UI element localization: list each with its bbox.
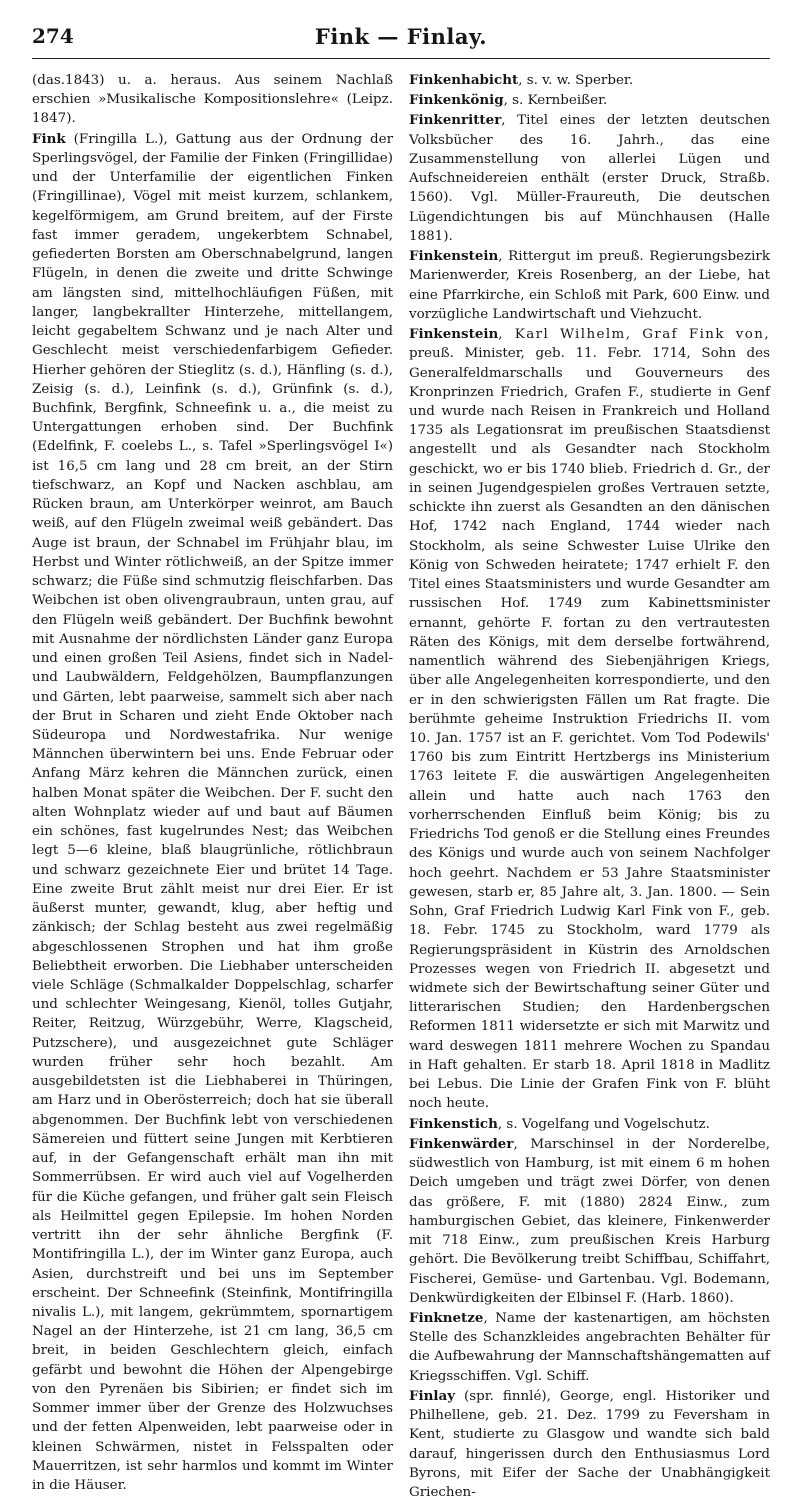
page-header [32,22,770,59]
entry-headword: Finkenkönig [409,92,504,109]
entry-text: , Marschinsel in der Norderelbe, südwestlich von Hamburg, ist mit einem 6 m hohen Deich umgeben und trägt zwei Dörfer, von denen das größere, F. mit (1880) 2824 Einw., zum hamburgischen Gebiet, das kleinere, Finkenwerder mit 718 Einw., zum preußischen Kreis Harburg gehört. Die Bevölkerung treibt Schiffbau, Schiffahrt, Fischerei, Gemüse- und Gartenbau. Vgl. Bodemann, Denkwürdigkeiten der Elbinsel F. (Harb. 1860). [409,1136,770,1306]
entry-text: , Rittergut im preuß. Regierungsbezirk Marienwerder, Kreis Rosenberg, an der Liebe, hat eine Pfarrkirche, ein Schloß mit Park, 600 Einw. und vorzügliche Landwirtschaft und Viehzucht. [409,249,770,322]
entry-text: , Name der kastenartigen, am höchsten Stelle des Schanzkleides angebrachten Behälter für die Aufbewahrung der Mannschaftshängematten auf Kriegsschiffen. Vgl. Schiff. [409,1311,770,1384]
right-column [409,71,770,1501]
entry-text: , Titel eines der letzten deutschen Volksbücher des 16. Jahrh., das eine Zusammenstellung von allerlei Lügen und Aufschneidereien enthält (erster Druck, Straßb. 1560). Vgl. Müller-Fraureuth, Die deutschen Lügendichtungen bis auf Münchhausen (Halle 1881). [409,113,770,244]
dictionary-entry [409,325,770,1114]
entry-headword: Finknetze [409,1310,484,1326]
dictionary-entry [409,111,770,246]
left-column [32,71,393,1494]
entry-text: , s. Kernbeißer. [503,93,608,109]
entry-text: (spr. finnlé), George, engl. Historiker und Philhellene, geb. 21. Dez. 1799 zu Feversham in Kent, studierte zu Glasgow und wandte sich bald darauf, hingerissen durch den Enthusiasmus Lord Byrons, mit Eifer der Sache der Unabhängigkeit Griechen- [409,1388,770,1501]
dictionary-entry [409,91,770,110]
entry-headword: Finkenwärder [409,1135,514,1152]
entry-text: preuß. Minister, geb. 11. Febr. 1714, Sohn des Generalfeldmarschalls und Gouverneurs des Kronprinzen Friedrich, Grafen F., studierte in Genf und wurde nach Reisen in Frankreich und Holland 1735 als Legationsrat im preußischen Staatsdienst angestellt und als Gesandter nach Stockholm geschickt, wo er bis 1740 blieb. Friedrich d. Gr., der in seinen Jugendgespielen großes Vertrauen setzte, schickte ihn zuerst als Gesandten an den dänischen Hof, 1742 nach England, 1744 wieder nach Stockholm, als seine Schwester Luise Ulrike den König von Schweden heiratete; 1747 erhielt F. den Titel eines Staatsministers und wurde Gesandter am russischen Hof. 1749 zum Kabinettsminister ernannt, gehörte F. fortan zu den vertrautesten Räten des Königs, mit dem derselbe fortwährend, namentlich während des Siebenjährigen Kriegs, über alle Angelegenheiten korrespondierte, und den er in den schwierigsten Fällen um Rat fragte. Die berühmte geheime Instruktion Friedrichs II. vom 10. Jan. 1757 ist an F. gerichtet. Vom Tod Podewils' 1760 bis zum Eintritt Hertzbergs ins Ministerium 1763 leitete F. die auswärtigen Angelegenheiten allein und hatte auch nach 1763 den vorherrschenden Einfluß beim König; bis zu Friedrichs Tod genoß er die Stellung eines Freundes des Königs und wurde auch von seinem Nachfolger hoch geehrt. Nachdem er 53 Jahre Staatsminister gewesen, starb er, 85 Jahre alt, 3. Jan. 1800. — Sein Sohn, Graf Friedrich Ludwig Karl Fink von F., geb. 18. Febr. 1745 zu Stockholm, ward 1779 als Regierungspräsident in Küstrin des Arnoldschen Prozesses wegen von Friedrich II. abgesetzt und widmete sich der Bewirtschaftung seiner Güter und litterarischen Studien; den Hardenbergschen Reformen 1811 widersetzte er sich mit Marwitz und ward deswegen 1811 mehrere Wochen zu Spandau in Haft gehalten. Er starb 18. April 1818 in Madlitz bei Lebus. Die Linie der Grafen Fink von F. blüht noch heute. [409,346,770,1112]
dictionary-entry [32,71,393,129]
entry-text: , s. Vogelfang und Vogelschutz. [497,1116,710,1132]
text-columns [32,71,770,1501]
entry-text: , s. v. w. Sperber. [518,73,634,88]
entry-headword: Finkenhabicht [409,72,519,88]
dictionary-entry [409,1387,770,1502]
dictionary-entry [409,1309,770,1386]
entry-headword: Finkenstich [409,1115,498,1132]
page-number: 274 [32,24,74,48]
running-head: Fink — Finlay. [314,24,488,49]
entry-headword: Finkenstein [409,326,499,343]
entry-headword: Finlay [409,1387,456,1404]
entry-text: (Fringilla L.), Gattung aus der Ordnung der Sperlingsvögel, der Familie der Finken (Fringillidae) und der Unterfamilie der eigentlichen Finken (Fringillinae), Vögel mit meist kurzem, schlankem, kegelförmigem, am Grund breitem, auf der Firste fast immer geradem, ungekerbtem Schnabel, gefiederten Borsten am Oberschnabelgrund, langen Flügeln, in denen die zweite und dritte Schwinge am längsten sind, mittelhochläufigen Füßen, mit langer, langbekrallter Hinterzehe, mittellangem, leicht gegabeltem Schwanz und je nach Alter und Geschlecht meist verschiedenfarbigem Gefieder. Hierher gehören der Stieglitz (s. d.), Hänfling (s. d.), Zeisig (s. d.), Leinfink (s. d.), Grünfink (s. d.), Buchfink, Bergfink, Schneefink u. a., die meist zu Untergattungen erhoben sind. Der Buchfink (Edelfink, F. coelebs L., s. Tafel »Sperlingsvögel I«) ist 16,5 cm lang und 28 cm breit, an der Stirn tiefschwarz, an Kopf und Nacken aschblau, am Rücken braun, am Unterkörper weinrot, am Bauch weiß, auf den Flügeln zweimal weiß gebändert. Das Auge ist braun, der Schnabel im Frühjahr blau, im Herbst und Winter rötlichweiß, an der Spitze immer schwarz; die Füße sind schmutzig fleischfarben. Das Weibchen ist oben olivengraubraun, unten grau, auf den Flügeln weiß gebändert. Der Buchfink bewohnt mit Ausnahme der nördlichsten Länder ganz Europa und einen großen Teil Asiens, findet sich in Nadel- und Laubwäldern, Feldgehölzen, Baumpflanzungen und Gärten, lebt paarweise, sammelt sich aber nach der Brut in Scharen und zieht Ende Oktober nach Südeuropa und Nordwestafrika. Nur wenige Männchen überwintern bei uns. Ende Februar oder Anfang März kehren die Männchen zurück, einen halben Monat später die Weibchen. Der F. sucht den alten Wohnplatz wieder auf und baut auf Bäumen ein schönes, fast kugelrundes Nest; das Weibchen legt 5—6 kleine, blaß blaugrünliche, rötlichbraun und schwarz gezeichnete Eier und brütet 14 Tage. Eine zweite Brut zählt meist nur drei Eier. Er ist äußerst munter, gewandt, klug, aber heftig und zänkisch; der Schlag besteht aus zwei regelmäßig abgeschlossenen Strophen und hat ihm große Beliebtheit erworben. Die Liebhaber unterscheiden viele Schläge (Schmalkalder Doppelschlag, scharfer und schlechter Weingesang, Kienöl, tolles Gutjahr, Reiter, Reitzug, Würzgebühr, Werre, Klagscheid, Putzschere), und ausgezeichnet gute Schläger wurden früher sehr hoch bezahlt. Am ausgebildetsten ist die Liebhaberei in Thüringen, am Harz und in Oberösterreich; doch hat sie überall abgenommen. Der Buchfink lebt von verschiedenen Sämereien und füttert seine Jungen mit Kerbtieren auf, in der Gefangenschaft erhält man ihn mit Sommerrübsen. Er wird auch viel auf Vogelherden für die Küche gefangen, und früher galt sein Fleisch als Heilmittel gegen Epilepsie. Im hohen Norden vertritt ihn der sehr ähnliche Bergfink (F. Montifringilla L.), der im Winter ganz Europa, auch Asien, durchstreift und bei uns im September erscheint. Der Schneefink (Steinfink, Montifringilla nivalis L.), mit langem, gekrümmtem, spornartigem Nagel an der Hinterzehe, ist 21 cm lang, 36,5 cm breit, in beiden Geschlechtern gleich, einfach gefärbt und bewohnt die Höhen der Alpengebirge von den Pyrenäen bis Sibirien; er findet sich im Sommer immer über der Grenze des Holzwuchses und der fetten Alpenweiden, lebt paarweise oder in kleinen Schwärmen, nistet in Felsspalten oder Mauerritzen, ist sehr harmlos und kommt im Winter in die Häuser. [32,131,393,1494]
entry-text: (das.1843) u. a. heraus. Aus seinem Nachlaß erschien »Musikalische Kompositionslehre« (Leipz. 1847). [32,73,393,127]
dictionary-entry [409,1115,770,1134]
entry-headword: Fink [32,130,66,147]
dictionary-entry [32,130,393,1496]
entry-headword: Finkenritter [409,112,502,129]
dictionary-entry [409,71,770,90]
dictionary-entry [409,247,770,324]
entry-headword: Finkenstein [409,248,499,265]
entry-person-name: , Karl Wilhelm, Graf Fink von, [498,327,770,343]
dictionary-entry [409,1135,770,1308]
